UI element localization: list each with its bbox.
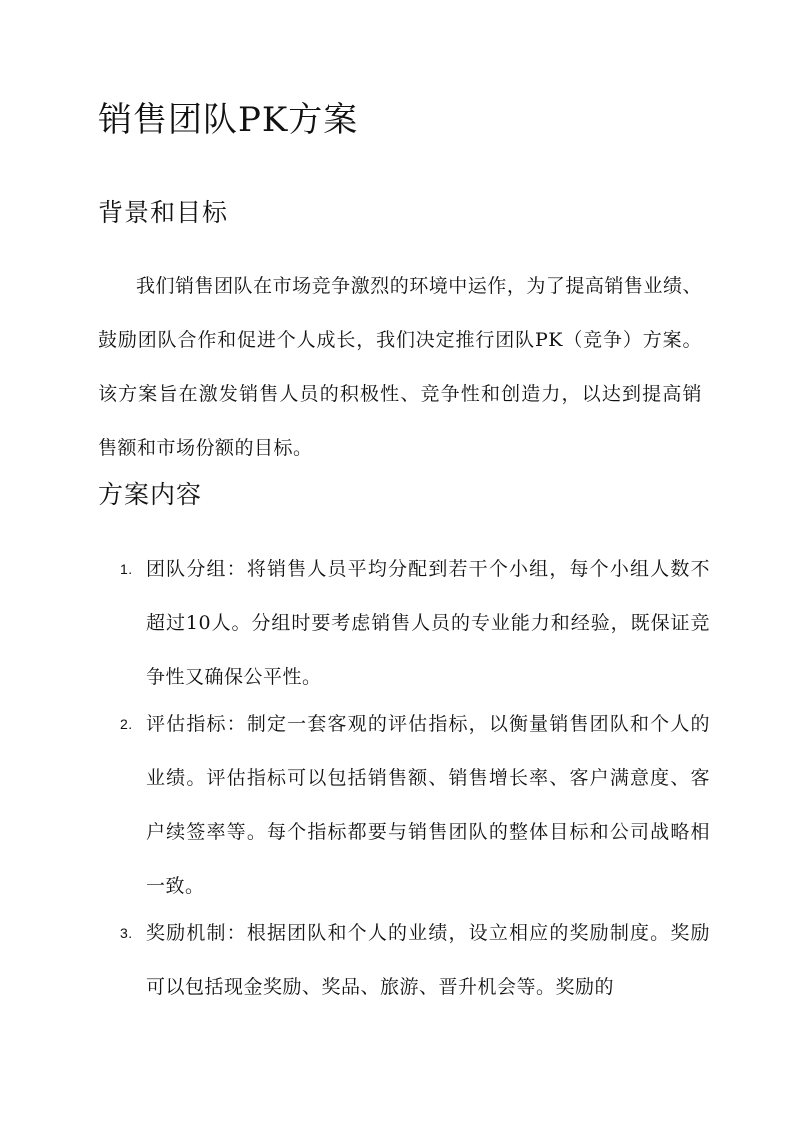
list-item-text: 团队分组：将销售人员平均分配到若干个小组，每个小组人数不超过10人。分组时要考虑销售人员的专业能力和经验，既保证竞争性又确保公平性。: [146, 558, 710, 688]
list-item-number: 2.: [120, 716, 133, 732]
list-item: [120, 697, 710, 913]
section-heading-background: 背景和目标: [98, 198, 229, 227]
list-item: [120, 906, 710, 1014]
background-paragraph: 我们销售团队在市场竞争激烈的环境中运作，为了提高销售业绩、鼓励团队合作和促进个人成长，我们决定推行团队PK（竞争）方案。该方案旨在激发销售人员的积极性、竞争性和创造力，以达到提高销售额和市场份额的目标。: [98, 275, 702, 459]
list-item-number: 3.: [120, 925, 133, 941]
list-item-text: 评估指标：制定一套客观的评估指标，以衡量销售团队和个人的业绩。评估指标可以包括销售额、销售增长率、客户满意度、客户续签率等。每个指标都要与销售团队的整体目标和公司战略相一致。: [146, 713, 710, 897]
section-heading-content: 方案内容: [98, 480, 203, 509]
list-item: [120, 542, 710, 704]
list-item-number: 1.: [120, 561, 133, 577]
list-item-text: 奖励机制：根据团队和个人的业绩，设立相应的奖励制度。奖励可以包括现金奖励、奖品、旅游、晋升机会等。奖励的: [146, 922, 710, 998]
document-title: 销售团队PK方案: [98, 100, 359, 140]
